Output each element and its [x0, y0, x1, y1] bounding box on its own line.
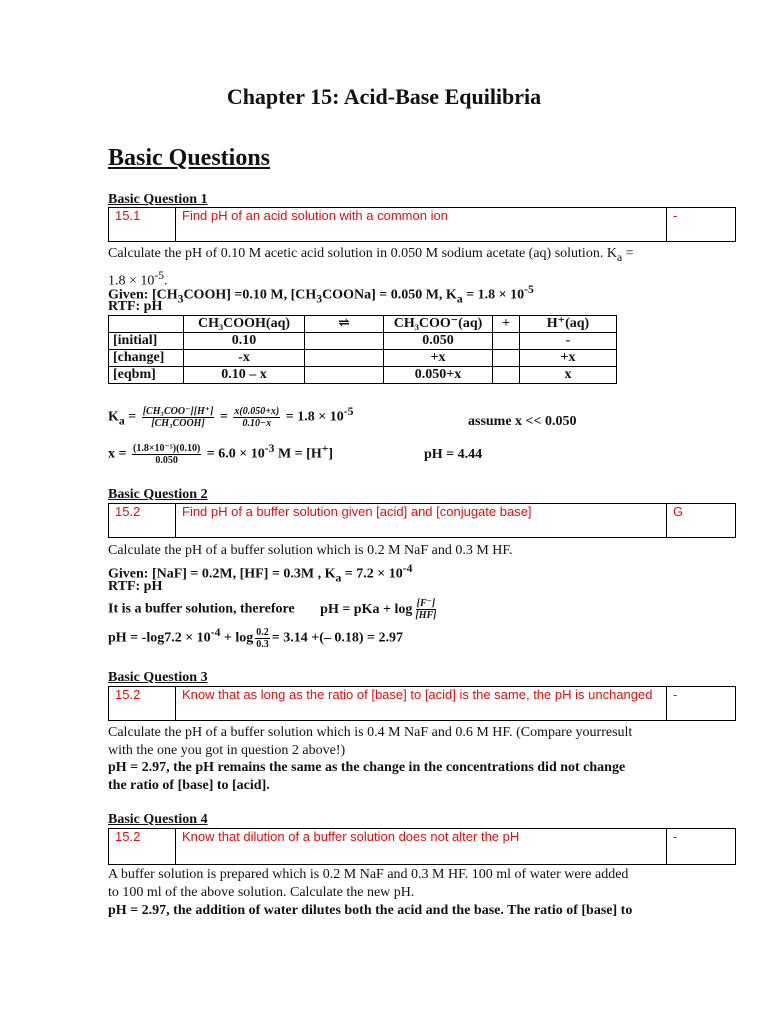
objective-text: Know that as long as the ratio of [base] to [acid] is the same, the pH is unchanged [176, 687, 667, 721]
ice-header-h: H⁺(aq) [520, 316, 617, 333]
question-4-text: A buffer solution is prepared which is 0.2 M NaF and 0.3 M HF. 100 ml of water were added to 100 ml of the above solution. Calculate the new pH. [108, 867, 629, 900]
objective-text: Know that dilution of a buffer solution does not alter the pH [176, 829, 667, 865]
buffer-statement: It is a buffer solution, therefore pH = pKa + log $\frac{[F^-]}{[HF]}$ [108, 598, 437, 621]
question-3-label: Basic Question 3 [108, 670, 208, 685]
question-1-given: Given: $[CH_3COOH] =0.10$ M, $[CH_3COONa] = 0.050$ M, $K_a = 1.8 \times 10^{-5}$ [108, 283, 534, 306]
objective-code: G [667, 504, 736, 538]
objective-code: - [667, 687, 736, 721]
ice-header-plus: + [493, 316, 520, 333]
objective-code: - [667, 829, 736, 865]
objective-text: Find pH of an acid solution with a common ion [176, 208, 667, 242]
question-4-label: Basic Question 4 [108, 812, 208, 827]
question-4-answer: pH = 2.97, the addition of water dilutes both the acid and the base. The ratio of [base] to [108, 903, 633, 918]
page-title: Chapter 15: Acid-Base Equilibria [226, 84, 542, 109]
question-1-label: Basic Question 1 [108, 192, 208, 207]
question-3-answer: pH = 2.97, the pH remains the same as the change in the concentrations did not change the ratio of [base] to [acid]. [108, 760, 626, 793]
ph-result-1: pH = 4.44 [424, 447, 483, 462]
question-2-label: Basic Question 2 [108, 487, 208, 502]
ice-header-arrow: ⇌ [305, 316, 384, 333]
question-1-text: Calculate the pH of 0.10 M acetic acid solution in 0.050 M sodium acetate (aq) solution. $K_a$ = $1.8 \times 10^{-5}$. [108, 246, 634, 289]
table-row: [eqbm] 0.10 – x 0.050+x x [109, 367, 617, 384]
objective-code: - [667, 208, 736, 242]
objective-number: 15.2 [109, 504, 176, 538]
table-row: [initial] 0.10 0.050 - [109, 333, 617, 350]
objective-number: 15.2 [109, 687, 176, 721]
ka-expression: $K_a$ = $\frac{\text{[CH₃COO⁻][H⁺]}}{\text{[CH₃COOH]}}$ = $\frac{x(0.050+x)}{0.10-x}$ = $1.8 \times 10^{-5}$ [108, 405, 354, 429]
assumption-note: assume x << 0.050 [468, 414, 577, 429]
objective-number: 15.1 [109, 208, 176, 242]
question-2-rtf: RTF: pH [108, 579, 163, 594]
question-2-given: Given: [NaF] = 0.2M, [HF] = 0.3M , $K_a = 7.2 \times 10^{-4}$ [108, 562, 413, 585]
question-1-rtf: RTF: pH [108, 299, 163, 314]
question-1-objective-table [108, 207, 736, 242]
table-row: [change] -x +x +x [109, 350, 617, 367]
objective-text: Find pH of a buffer solution given [acid] and [conjugate base] [176, 504, 667, 538]
objective-number: 15.2 [109, 829, 176, 865]
question-3-objective-table [108, 686, 736, 721]
ice-header-row [109, 316, 617, 333]
ice-header-acid: CH₃COOH(aq) [184, 316, 305, 333]
x-expression: x = $\frac{\text{(1.8×10⁻⁵)(0.10)}}{0.050}$ = $6.0 \times 10^{-3}$ M = [H+] [108, 442, 334, 466]
ice-header-base: CH₃COO⁻(aq) [384, 316, 493, 333]
ph-calculation-2: pH = $-\log 7.2 \times 10^{-4} + \log$ $\frac{0.2}{0.3}$ = 3.14 +(– 0.18) = 2.97 [108, 626, 404, 650]
ice-table [108, 315, 617, 384]
question-3-text: Calculate the pH of a buffer solution which is 0.4 M NaF and 0.6 M HF. (Compare yourresult with the one you got in question 2 above!) [108, 725, 633, 758]
question-4-objective-table [108, 828, 736, 865]
question-2-objective-table [108, 503, 736, 538]
section-heading: Basic Questions [108, 145, 271, 171]
question-2-text: Calculate the pH of a buffer solution which is 0.2 M NaF and 0.3 M HF. [108, 543, 513, 558]
